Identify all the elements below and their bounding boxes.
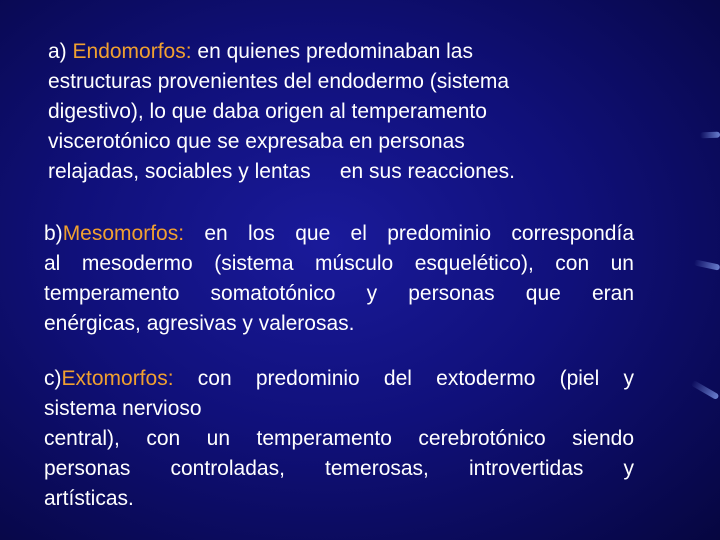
- paragraph-extomorfos: [44, 364, 634, 514]
- text-line: en los que el predominio correspondía: [184, 222, 634, 245]
- term-extomorfos: Extomorfos:: [61, 367, 174, 390]
- text-line: sistema nervioso: [44, 397, 202, 420]
- paragraph-mesomorfos: [44, 219, 634, 339]
- text-line: relajadas, sociables y lentas en sus reacciones.: [48, 160, 515, 183]
- text-line: temperamento somatotónico y personas que eran: [44, 282, 634, 305]
- decorative-stripe: [691, 380, 720, 400]
- text-line: enérgicas, agresivas y valerosas.: [44, 312, 355, 335]
- text-line: artísticas.: [44, 487, 134, 510]
- text-line: en quienes predominaban las: [191, 40, 473, 63]
- text-line: viscerotónico que se expresaba en personas: [48, 130, 465, 153]
- term-mesomorfos: Mesomorfos:: [62, 222, 185, 245]
- decorative-stripe: [694, 259, 720, 270]
- text-line: personas controladas, temerosas, introvertidas y: [44, 457, 634, 480]
- text-line: con predominio del extodermo (piel y: [173, 367, 634, 390]
- term-endomorfos: Endomorfos:: [72, 40, 192, 63]
- decorative-stripe: [700, 132, 720, 139]
- text-line: central), con un temperamento cerebrotónico siendo: [44, 427, 634, 450]
- paragraph-endomorfos: [48, 37, 648, 187]
- item-prefix: a): [48, 40, 73, 63]
- text-line: digestivo), lo que daba origen al temperamento: [48, 100, 487, 123]
- item-prefix: b): [44, 222, 63, 245]
- item-prefix: c): [44, 367, 62, 390]
- text-line: estructuras provenientes del endodermo (sistema: [48, 70, 510, 93]
- text-line: al mesodermo (sistema músculo esquelético), con un: [44, 252, 634, 275]
